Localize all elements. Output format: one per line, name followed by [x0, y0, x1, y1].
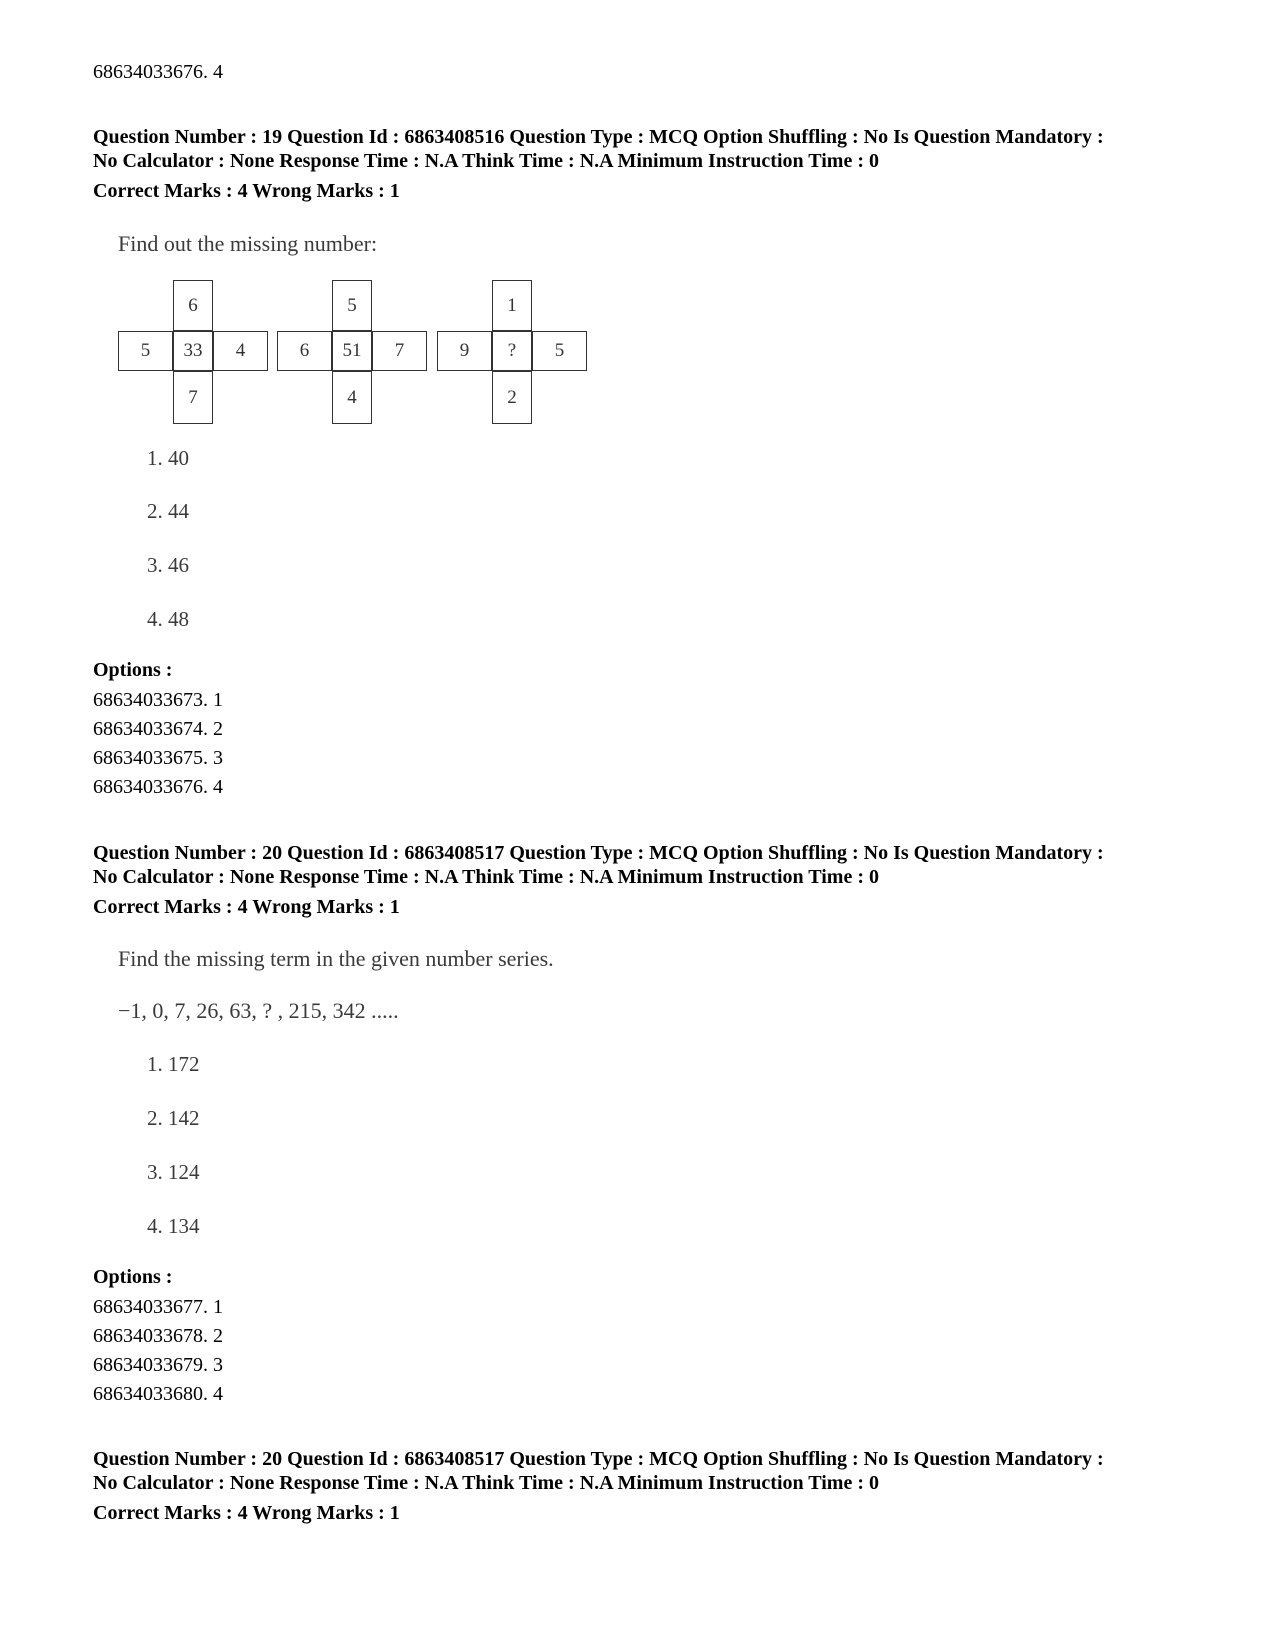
option-id-line: 68634033677. 1 — [93, 1296, 223, 1318]
number-series: −1, 0, 7, 26, 63, ? , 215, 342 ..... — [118, 998, 399, 1023]
cross-cell-top: 6 — [173, 280, 213, 331]
cross-cell-top: 1 — [492, 280, 532, 331]
answer-choice-1: 1. 40 — [147, 446, 189, 470]
cross-cell-bottom: 2 — [492, 371, 532, 424]
cross-cell-top: 5 — [332, 280, 372, 331]
cross-figure-3 — [437, 280, 587, 430]
answer-choice-3: 3. 46 — [147, 553, 189, 577]
option-id-line: 68634033676. 4 — [93, 776, 223, 798]
option-id-line: 68634033674. 2 — [93, 718, 223, 740]
options-label: Options : — [93, 1266, 173, 1288]
answer-choice-3: 3. 124 — [147, 1160, 200, 1184]
option-id-line: 68634033675. 3 — [93, 747, 223, 769]
options-label: Options : — [93, 659, 173, 681]
cross-cell-left: 9 — [437, 331, 492, 371]
question-marks: Correct Marks : 4 Wrong Marks : 1 — [93, 180, 400, 202]
question-meta-line-1: Question Number : 20 Question Id : 6863408517 Question Type : MCQ Option Shuffling : No Is Question Mandatory : — [93, 1448, 1104, 1470]
option-id-line: 68634033680. 4 — [93, 1383, 223, 1405]
cross-cell-right: 7 — [372, 331, 427, 371]
cross-cell-center: 33 — [173, 331, 213, 371]
cross-figure-2 — [277, 280, 427, 430]
answer-choice-2: 2. 44 — [147, 499, 189, 523]
cross-cell-bottom: 4 — [332, 371, 372, 424]
question-meta-line-2: No Calculator : None Response Time : N.A Think Time : N.A Minimum Instruction Time : 0 — [93, 150, 879, 172]
question-marks: Correct Marks : 4 Wrong Marks : 1 — [93, 896, 400, 918]
cross-figure-1 — [118, 280, 268, 430]
answer-choice-4: 4. 48 — [147, 607, 189, 631]
answer-choice-4: 4. 134 — [147, 1214, 200, 1238]
question-marks: Correct Marks : 4 Wrong Marks : 1 — [93, 1502, 400, 1524]
cross-cell-bottom: 7 — [173, 371, 213, 424]
cross-cell-left: 5 — [118, 331, 173, 371]
question-meta-line-2: No Calculator : None Response Time : N.A Think Time : N.A Minimum Instruction Time : 0 — [93, 1472, 879, 1494]
option-id-line: 68634033673. 1 — [93, 689, 223, 711]
options-list — [93, 1293, 223, 1409]
question-meta-line-1: Question Number : 20 Question Id : 6863408517 Question Type : MCQ Option Shuffling : No Is Question Mandatory : — [93, 842, 1104, 864]
option-id-line: 68634033679. 3 — [93, 1354, 223, 1376]
question-prompt: Find the missing term in the given number series. — [118, 946, 554, 971]
cross-cell-center: 51 — [332, 331, 372, 371]
cross-cell-center: ? — [492, 331, 532, 371]
question-meta-line-1: Question Number : 19 Question Id : 6863408516 Question Type : MCQ Option Shuffling : No Is Question Mandatory : — [93, 126, 1104, 148]
cross-cell-left: 6 — [277, 331, 332, 371]
cross-cell-right: 5 — [532, 331, 587, 371]
answer-choice-1: 1. 172 — [147, 1052, 200, 1076]
previous-option-line: 68634033676. 4 — [93, 61, 223, 83]
option-id-line: 68634033678. 2 — [93, 1325, 223, 1347]
answer-choice-2: 2. 142 — [147, 1106, 200, 1130]
options-list — [93, 686, 223, 802]
question-meta-line-2: No Calculator : None Response Time : N.A Think Time : N.A Minimum Instruction Time : 0 — [93, 866, 879, 888]
question-prompt: Find out the missing number: — [118, 231, 378, 256]
cross-cell-right: 4 — [213, 331, 268, 371]
